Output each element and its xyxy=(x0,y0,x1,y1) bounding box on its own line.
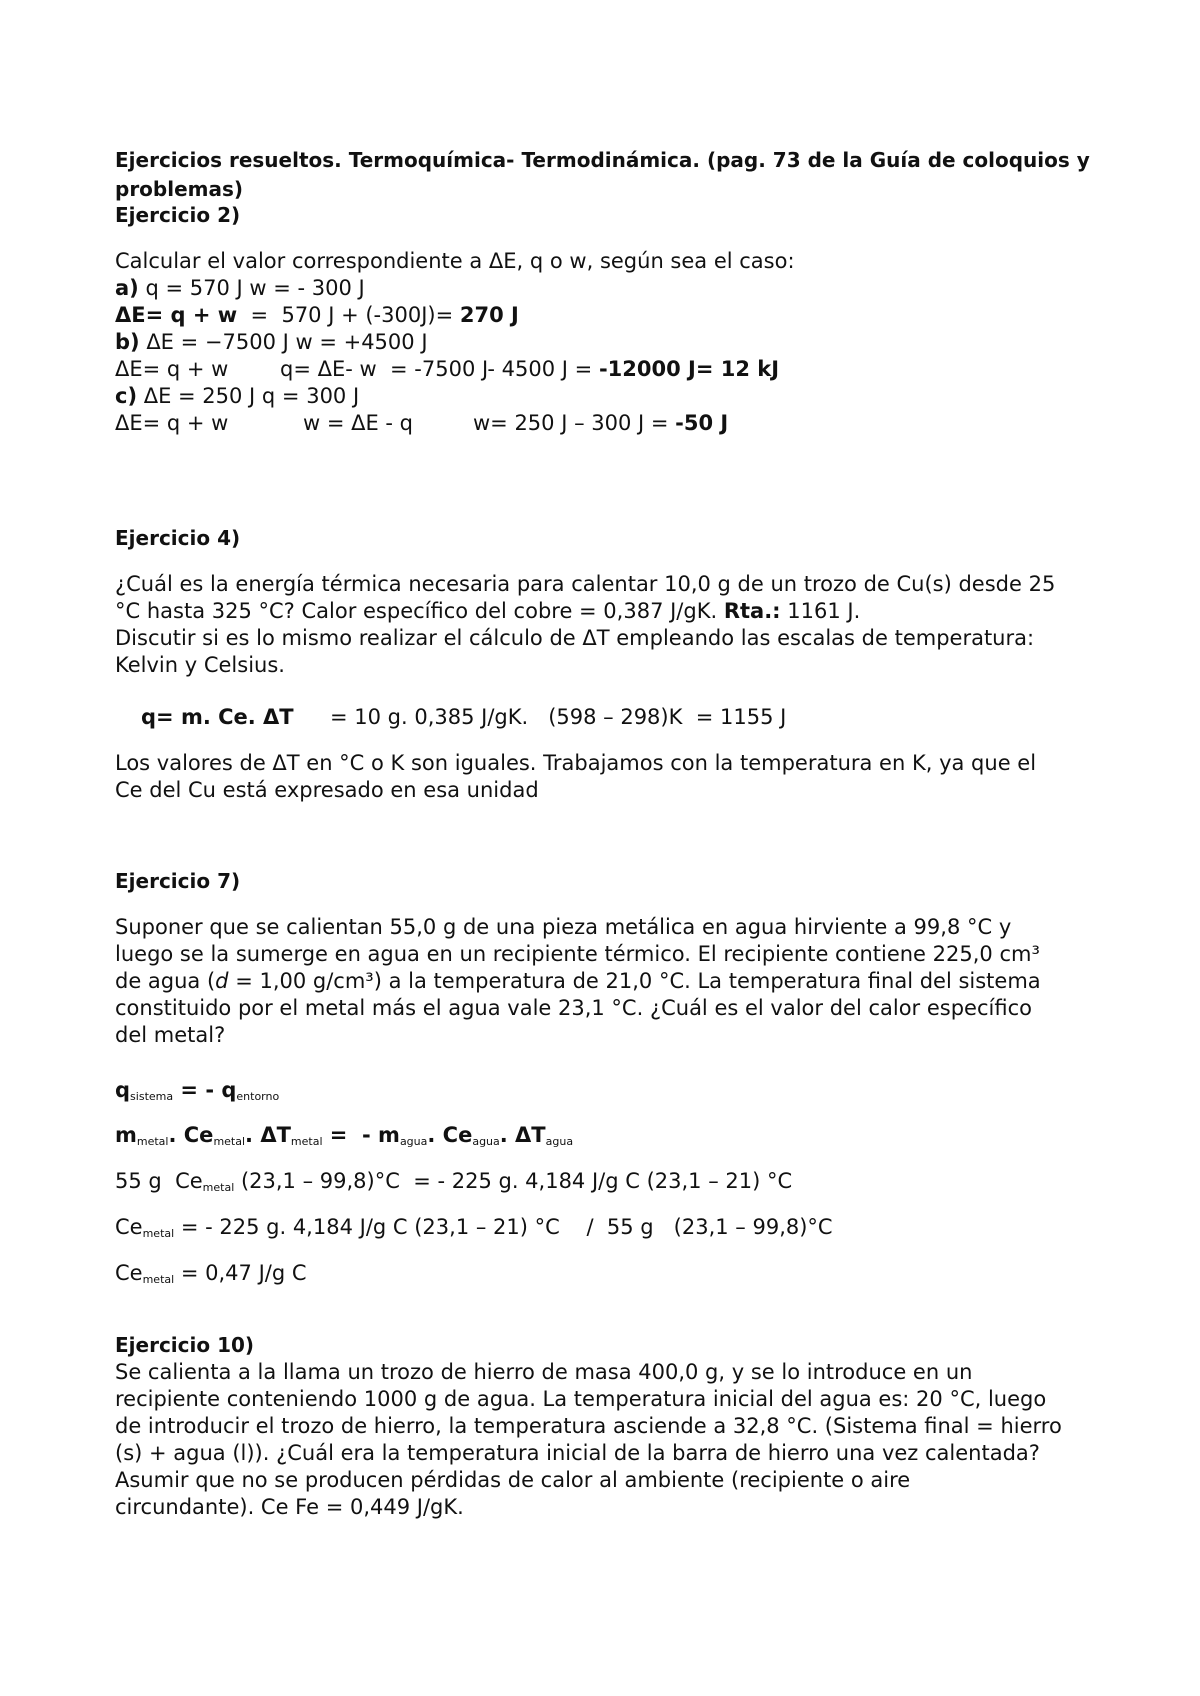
dt-agua: . ΔT xyxy=(499,1123,546,1147)
c-result: -50 J xyxy=(675,411,729,435)
e5-b: = 0,47 J/g C xyxy=(174,1261,307,1285)
m-agua: = - m xyxy=(322,1123,400,1147)
a-given-text: q = 570 J w = - 300 J xyxy=(138,276,365,300)
ejercicio-4-statement xyxy=(115,571,1105,679)
m-metal: m xyxy=(115,1123,137,1147)
ejercicio-4-formula xyxy=(141,704,1131,731)
ejercicio-2-c-calc xyxy=(115,410,1105,437)
ej4-concl-1: Los valores de ΔT en °C o K son iguales. Trabajamos con la temperatura en K, ya que el xyxy=(115,751,1037,775)
ej7-line-5: del metal? xyxy=(115,1023,226,1047)
ej7-eq-expanded xyxy=(115,1122,1105,1149)
e5-a: Ce xyxy=(115,1261,143,1285)
label-a: a) xyxy=(115,276,139,300)
ce-metal: . Ce xyxy=(168,1123,214,1147)
b-eq1: ΔE= q + w xyxy=(115,357,229,381)
ejercicio-2-b-calc xyxy=(115,356,1105,383)
heat-calc: = 10 g. 0,385 J/gK. (598 – 298)K = 1155 J xyxy=(330,705,787,729)
c-given-text: ΔE = 250 J q = 300 J xyxy=(137,384,360,408)
sub-agua-1: agua xyxy=(399,1135,428,1148)
ej4-concl-2: Ce del Cu está expresado en esa unidad xyxy=(115,778,539,802)
ej4-line-2a: °C hasta 325 °C? Calor específico del cobre = 0,387 J/gK. xyxy=(115,599,724,623)
ejercicio-2-heading: Ejercicio 2) xyxy=(115,203,241,227)
b-result: -12000 J= 12 kJ xyxy=(598,357,780,381)
document-title: Ejercicios resueltos. Termoquímica- Termodinámica. (pag. 73 de la Guía de coloquios y problemas) xyxy=(115,148,1090,201)
ej4-line-3: Discutir si es lo mismo realizar el cálculo de ΔT empleando las escalas de temperatura: xyxy=(115,626,1035,650)
ej4-line-2 xyxy=(115,598,1105,625)
rta-label: Rta.: xyxy=(723,599,781,623)
ejercicio-2-intro: Calcular el valor correspondiente a ΔE, q o w, según sea el caso: xyxy=(115,249,795,273)
e3-sub: metal xyxy=(202,1181,235,1194)
sub-entorno: entorno xyxy=(236,1090,280,1103)
ej7-eq-solve xyxy=(115,1214,1105,1241)
ejercicio-2-body xyxy=(115,248,1105,437)
sub-metal-3: metal xyxy=(290,1135,323,1148)
ej7-eq-numeric xyxy=(115,1168,1105,1195)
ej10-line-5: Asumir que no se producen pérdidas de calor al ambiente (recipiente o aire xyxy=(115,1468,911,1492)
sub-metal-1: metal xyxy=(136,1135,169,1148)
sub-sistema: sistema xyxy=(130,1090,174,1103)
ej7-line-3a: de agua ( xyxy=(115,969,216,993)
dt-metal: . ΔT xyxy=(245,1123,291,1147)
ej10-line-6: circundante). Ce Fe = 0,449 J/gK. xyxy=(115,1495,464,1519)
ejercicio-2-b-given xyxy=(115,329,1105,356)
label-c: c) xyxy=(115,384,138,408)
a-calc: = 570 J + (-300J)= xyxy=(237,303,460,327)
e4-b: = - 225 g. 4,184 J/g C (23,1 – 21) °C / 55 g (23,1 – 99,8)°C xyxy=(174,1215,833,1239)
ejercicio-4-conclusion xyxy=(115,750,1105,804)
ejercicio-2-c-given xyxy=(115,383,1105,410)
ej7-line-2: luego se la sumerge en agua en un recipiente térmico. El recipiente contiene 225,0 cm³ xyxy=(115,942,1040,966)
ej10-line-1: Se calienta a la llama un trozo de hierro de masa 400,0 g, y se lo introduce en un xyxy=(115,1360,973,1384)
eq-mid: = - q xyxy=(173,1078,237,1102)
ej4-line-4: Kelvin y Celsius. xyxy=(115,653,285,677)
a-formula: ΔE= q + w xyxy=(115,303,238,327)
a-result: 270 J xyxy=(459,303,519,327)
b-eq2: q= ΔE- w = -7500 J- 4500 J = xyxy=(280,357,599,381)
sub-metal-2: metal xyxy=(213,1135,246,1148)
ejercicio-4-heading: Ejercicio 4) xyxy=(115,526,241,550)
c-eq3: w= 250 J – 300 J = xyxy=(473,411,676,435)
sub-agua-2: agua xyxy=(472,1135,500,1148)
ej7-eq-balance xyxy=(115,1077,1105,1104)
e4-a: Ce xyxy=(115,1215,143,1239)
ej10-line-2: recipiente conteniendo 1000 g de agua. La temperatura inicial del agua es: 20 °C, luego xyxy=(115,1387,1047,1411)
density-symbol: d xyxy=(215,969,229,993)
ejercicio-7-heading: Ejercicio 7) xyxy=(115,869,241,893)
c-eq2: w = ΔE - q xyxy=(303,411,414,435)
ej7-line-3 xyxy=(115,968,1105,995)
ej10-line-3: de introducir el trozo de hierro, la temperatura asciende a 32,8 °C. (Sistema final = hierro xyxy=(115,1414,1062,1438)
ejercicio-2-a-calc xyxy=(115,302,1105,329)
ejercicio-7-statement xyxy=(115,914,1105,1049)
ejercicio-10-heading: Ejercicio 10) xyxy=(115,1333,255,1357)
ej7-line-4: constituido por el metal más el agua vale 23,1 °C. ¿Cuál es el valor del calor específico xyxy=(115,996,1032,1020)
heat-formula: q= m. Ce. ΔT xyxy=(141,705,294,729)
q-symbol: q xyxy=(115,1078,131,1102)
ej10-line-4: (s) + agua (l)). ¿Cuál era la temperatura inicial de la barra de hierro una vez calentada? xyxy=(115,1441,1040,1465)
ce-agua: . Ce xyxy=(427,1123,473,1147)
b-given-text: ΔE = −7500 J w = +4500 J xyxy=(139,330,428,354)
e3-b: (23,1 – 99,8)°C = - 225 g. 4,184 J/g C (23,1 – 21) °C xyxy=(234,1169,793,1193)
label-b: b) xyxy=(115,330,140,354)
ejercicio-10-statement xyxy=(115,1359,1105,1521)
ej7-line-1: Suponer que se calientan 55,0 g de una pieza metálica en agua hirviente a 99,8 °C y xyxy=(115,915,1012,939)
ej4-line-1: ¿Cuál es la energía térmica necesaria para calentar 10,0 g de un trozo de Cu(s) desde 25 xyxy=(115,572,1056,596)
e3-a: 55 g Ce xyxy=(115,1169,203,1193)
ej7-line-3b: = 1,00 g/cm³) a la temperatura de 21,0 °C. La temperatura final del sistema xyxy=(228,969,1041,993)
ejercicio-2-a-given xyxy=(115,275,1105,302)
sub-agua-3: agua xyxy=(545,1135,574,1148)
ej7-eq-result xyxy=(115,1260,1105,1287)
ej4-line-2b: 1161 J. xyxy=(780,599,861,623)
e5-sub: metal xyxy=(142,1273,175,1286)
c-eq1: ΔE= q + w xyxy=(115,411,229,435)
e4-sub: metal xyxy=(142,1227,175,1240)
